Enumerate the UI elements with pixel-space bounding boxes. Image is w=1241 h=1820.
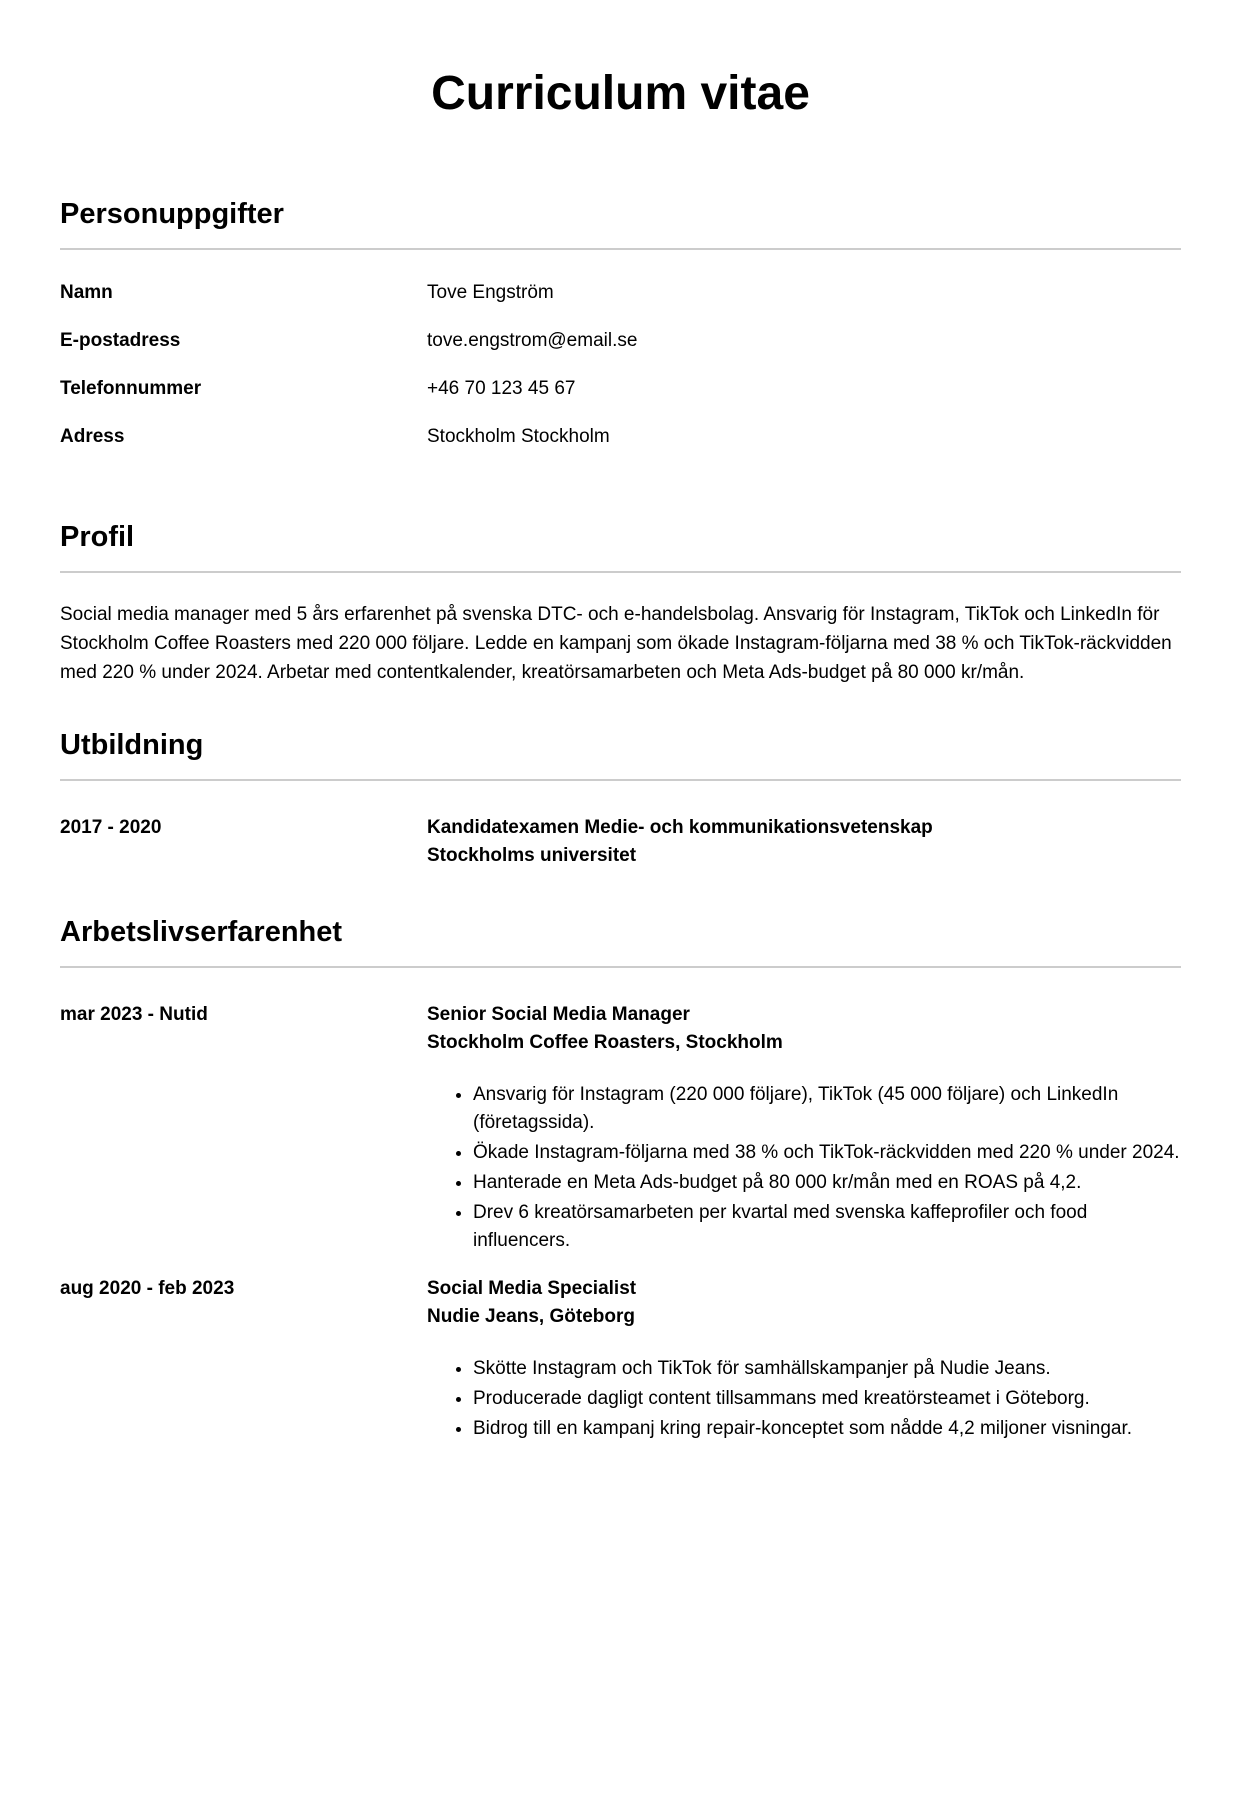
experience-1-bullet-list — [427, 1057, 1181, 1255]
experience-2-details — [427, 1275, 1181, 1331]
experience-entry-2-bullets-row — [60, 1331, 1181, 1443]
experience-2-bullet-list — [427, 1331, 1181, 1443]
experience-entry-2 — [60, 1275, 1181, 1443]
section-divider — [60, 248, 1181, 250]
experience-1-period: mar 2023 - Nutid — [60, 1004, 208, 1025]
bullet-item: • Ansvarig för Instagram (220 000 följare), TikTok (45 000 följare) och LinkedIn (företagssida). — [473, 1081, 1181, 1137]
section-divider — [60, 571, 1181, 573]
experience-entry-1-header — [60, 1001, 1181, 1057]
experience-entries — [60, 1001, 1181, 1443]
personal-row-address — [60, 423, 1181, 451]
experience-2-period: aug 2020 - feb 2023 — [60, 1278, 235, 1299]
field-label-address: Adress — [60, 426, 125, 447]
page-title: Curriculum vitae — [431, 67, 810, 120]
section-divider — [60, 966, 1181, 968]
personal-row-phone — [60, 375, 1181, 403]
field-label-email: E-postadress — [60, 330, 181, 351]
experience-entry-2-header — [60, 1275, 1181, 1331]
experience-entry-1 — [60, 1001, 1181, 1255]
experience-1-role: Senior Social Media Manager — [427, 1004, 690, 1025]
profile-heading: Profil — [60, 521, 135, 553]
bullet-item: • Bidrog till en kampanj kring repair-konceptet som nådde 4,2 miljoner visningar. — [473, 1415, 1181, 1443]
experience-heading: Arbetslivserfarenhet — [60, 916, 343, 948]
education-period: 2017 - 2020 — [60, 817, 162, 838]
bullet-item: • Ökade Instagram-följarna med 38 % och TikTok-räckvidden med 220 % under 2024. — [473, 1139, 1181, 1167]
bullet-item: • Producerade dagligt content tillsammans med kreatörsteamet i Göteborg. — [473, 1385, 1181, 1413]
experience-2-role: Social Media Specialist — [427, 1278, 637, 1299]
experience-1-details — [427, 1001, 1181, 1057]
section-divider — [60, 779, 1181, 781]
field-value-address: Stockholm Stockholm — [427, 426, 610, 447]
personal-row-email — [60, 327, 1181, 355]
field-value-email: tove.engstrom@email.se — [427, 330, 638, 351]
education-degree: Kandidatexamen Medie- och kommunikationsvetenskap — [427, 817, 933, 838]
cv-document — [0, 66, 1241, 1820]
personal-details — [60, 279, 1181, 451]
experience-1-company: Stockholm Coffee Roasters, Stockholm — [427, 1032, 783, 1053]
bullet-item: • Hanterade en Meta Ads-budget på 80 000 kr/mån med en ROAS på 4,2. — [473, 1169, 1181, 1197]
field-label-phone: Telefonnummer — [60, 378, 202, 399]
section-personal — [60, 198, 1181, 451]
field-value-phone: +46 70 123 45 67 — [427, 378, 576, 399]
education-heading: Utbildning — [60, 729, 204, 761]
education-details — [427, 814, 1181, 870]
bullet-item: • Drev 6 kreatörsamarbeten per kvartal med svenska kaffeprofiler och food influencers. — [473, 1199, 1181, 1255]
education-entries — [60, 814, 1181, 870]
personal-heading: Personuppgifter — [60, 198, 284, 230]
profile-summary: Social media manager med 5 års erfarenhet på svenska DTC- och e-handelsbolag. Ansvarig för Instagram, TikTok och LinkedIn för Stockholm Coffee Roasters med 220 000 följare. Ledde en kampanj som ökade Instagram-följarna med 38 % och TikTok-räckvidden med 220 % under 2024. Arbetar med contentkalender, kreatörsamarbeten och Meta Ads-budget på 80 000 kr/mån. — [60, 604, 1172, 683]
field-value-name: Tove Engström — [427, 282, 554, 303]
field-label-name: Namn — [60, 282, 113, 303]
education-school: Stockholms universitet — [427, 845, 637, 866]
experience-2-company: Nudie Jeans, Göteborg — [427, 1306, 635, 1327]
experience-entry-1-bullets-row — [60, 1057, 1181, 1255]
personal-row-name — [60, 279, 1181, 307]
education-entry — [60, 814, 1181, 870]
section-experience — [60, 916, 1181, 1443]
section-profile — [60, 521, 1181, 687]
bullet-item: • Skötte Instagram och TikTok för samhällskampanjer på Nudie Jeans. — [473, 1355, 1181, 1383]
section-education — [60, 729, 1181, 870]
